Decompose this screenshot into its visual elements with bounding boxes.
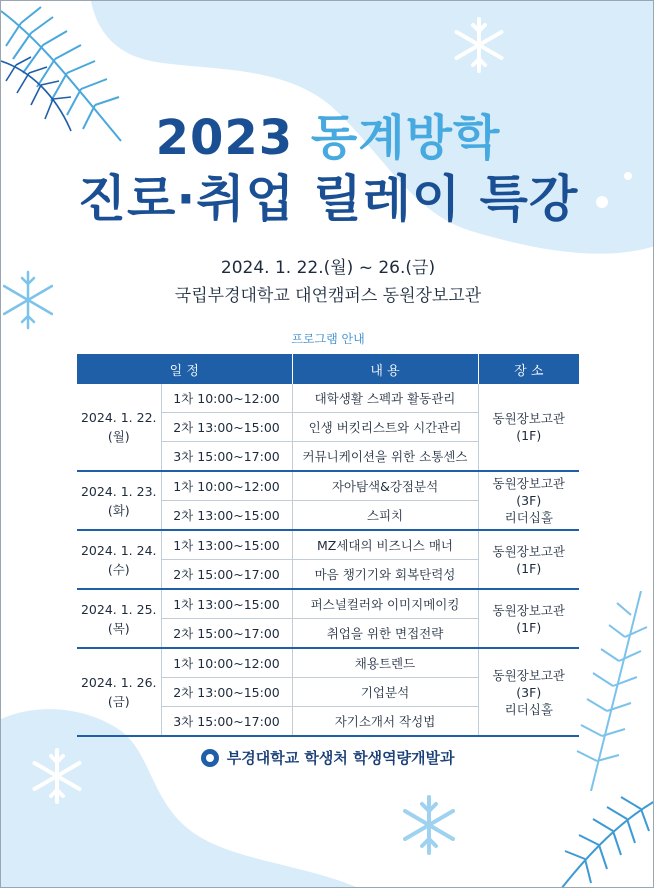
- schedule-weekday: (금): [107, 694, 130, 709]
- session-content: 자아탐색&강점분석: [292, 471, 478, 501]
- schedule-date: 2024. 1. 23.: [80, 483, 157, 499]
- schedule-day-cell: [77, 589, 161, 648]
- place-line: (3F): [516, 493, 542, 508]
- session-content: MZ세대의 비즈니스 매너: [292, 530, 478, 560]
- session-time: 1차 13:00~15:00: [161, 589, 292, 619]
- session-content: 커뮤니케이션을 위한 소통센스: [292, 442, 478, 472]
- fern-branch-icon: [521, 761, 654, 888]
- session-content: 퍼스널컬러와 이미지메이킹: [292, 589, 478, 619]
- event-venue: 국립부경대학교 대연캠퍼스 동원장보고관: [174, 286, 482, 306]
- header-schedule: 일 정: [77, 354, 292, 384]
- schedule-place-cell: [478, 471, 579, 530]
- table-row: [77, 589, 579, 619]
- session-time: 1차 10:00~12:00: [161, 648, 292, 678]
- program-label: 프로그램 안내: [291, 332, 365, 346]
- title-accent: 동계방학: [310, 110, 501, 166]
- title-line-2: 진로·취업 릴레이 특강: [77, 170, 579, 228]
- schedule-place-cell: [478, 530, 579, 589]
- header-content: 내 용: [292, 354, 478, 384]
- session-time: 2차 13:00~15:00: [161, 678, 292, 707]
- schedule-place-cell: [478, 589, 579, 648]
- title-year: 2023: [155, 110, 294, 166]
- session-time: 1차 13:00~15:00: [161, 530, 292, 560]
- schedule-date: 2024. 1. 25.: [80, 601, 157, 617]
- schedule-date: 2024. 1. 22.: [80, 410, 157, 425]
- schedule-header-row: [77, 354, 579, 384]
- schedule-weekday: (화): [107, 502, 130, 518]
- place-line: 리더십홀: [504, 510, 553, 525]
- session-time: 2차 15:00~17:00: [161, 560, 292, 590]
- session-time: 2차 13:00~15:00: [161, 501, 292, 531]
- schedule-date: 2024. 1. 26.: [80, 675, 157, 690]
- session-time: 1차 10:00~12:00: [161, 471, 292, 501]
- event-date: 2024. 1. 22.(월) ~ 26.(금): [220, 258, 436, 278]
- schedule-day-cell: [77, 471, 161, 530]
- snowflake-icon: [449, 15, 509, 75]
- schedule-body: [77, 384, 579, 736]
- table-row: [77, 384, 579, 413]
- place-line: 동원장보고관: [492, 543, 565, 559]
- schedule-place-cell: [478, 384, 579, 471]
- schedule-day-cell: [77, 530, 161, 589]
- place-line: 동원장보고관: [492, 411, 565, 426]
- schedule-place-cell: [478, 648, 579, 736]
- schedule-weekday: (월): [107, 429, 130, 444]
- schedule-weekday: (수): [107, 561, 130, 577]
- session-content: 채용트렌드: [292, 648, 478, 678]
- table-row: [77, 530, 579, 560]
- place-line: 리더십홀: [504, 701, 553, 717]
- session-content: 인생 버킷리스트와 시간관리: [292, 413, 478, 442]
- poster-title: [1, 109, 654, 231]
- header-place: 장 소: [478, 354, 579, 384]
- title-line-1: [1, 109, 654, 167]
- session-content: 기업분석: [292, 678, 478, 707]
- place-line: (3F): [516, 684, 542, 700]
- session-time: 3차 15:00~17:00: [161, 707, 292, 737]
- schedule-day-cell: [77, 648, 161, 736]
- session-time: 3차 15:00~17:00: [161, 442, 292, 472]
- place-line: 동원장보고관: [492, 476, 565, 491]
- place-line: (1F): [516, 560, 542, 576]
- table-row: [77, 648, 579, 678]
- schedule-weekday: (목): [107, 620, 130, 636]
- footer-text: 부경대학교 학생처 학생역량개발과: [226, 749, 455, 767]
- place-line: (1F): [516, 619, 542, 635]
- schedule-day-cell: [77, 384, 161, 471]
- place-line: 동원장보고관: [492, 667, 565, 683]
- session-time: 1차 10:00~12:00: [161, 384, 292, 413]
- place-line: 동원장보고관: [492, 602, 565, 618]
- footer-org: [1, 747, 654, 768]
- schedule-date: 2024. 1. 24.: [80, 542, 157, 558]
- snowflake-icon: [399, 793, 459, 857]
- session-content: 마음 챙기기와 회복탄력성: [292, 560, 478, 590]
- place-line: (1F): [516, 428, 542, 443]
- session-content: 자기소개서 작성법: [292, 707, 478, 737]
- university-logo-icon: [201, 749, 219, 767]
- session-time: 2차 15:00~17:00: [161, 619, 292, 649]
- table-row: [77, 471, 579, 501]
- schedule-table: [77, 354, 579, 737]
- session-content: 대학생활 스펙과 활동관리: [292, 384, 478, 413]
- session-time: 2차 13:00~15:00: [161, 413, 292, 442]
- session-content: 취업을 위한 면접전략: [292, 619, 478, 649]
- session-content: 스피치: [292, 501, 478, 531]
